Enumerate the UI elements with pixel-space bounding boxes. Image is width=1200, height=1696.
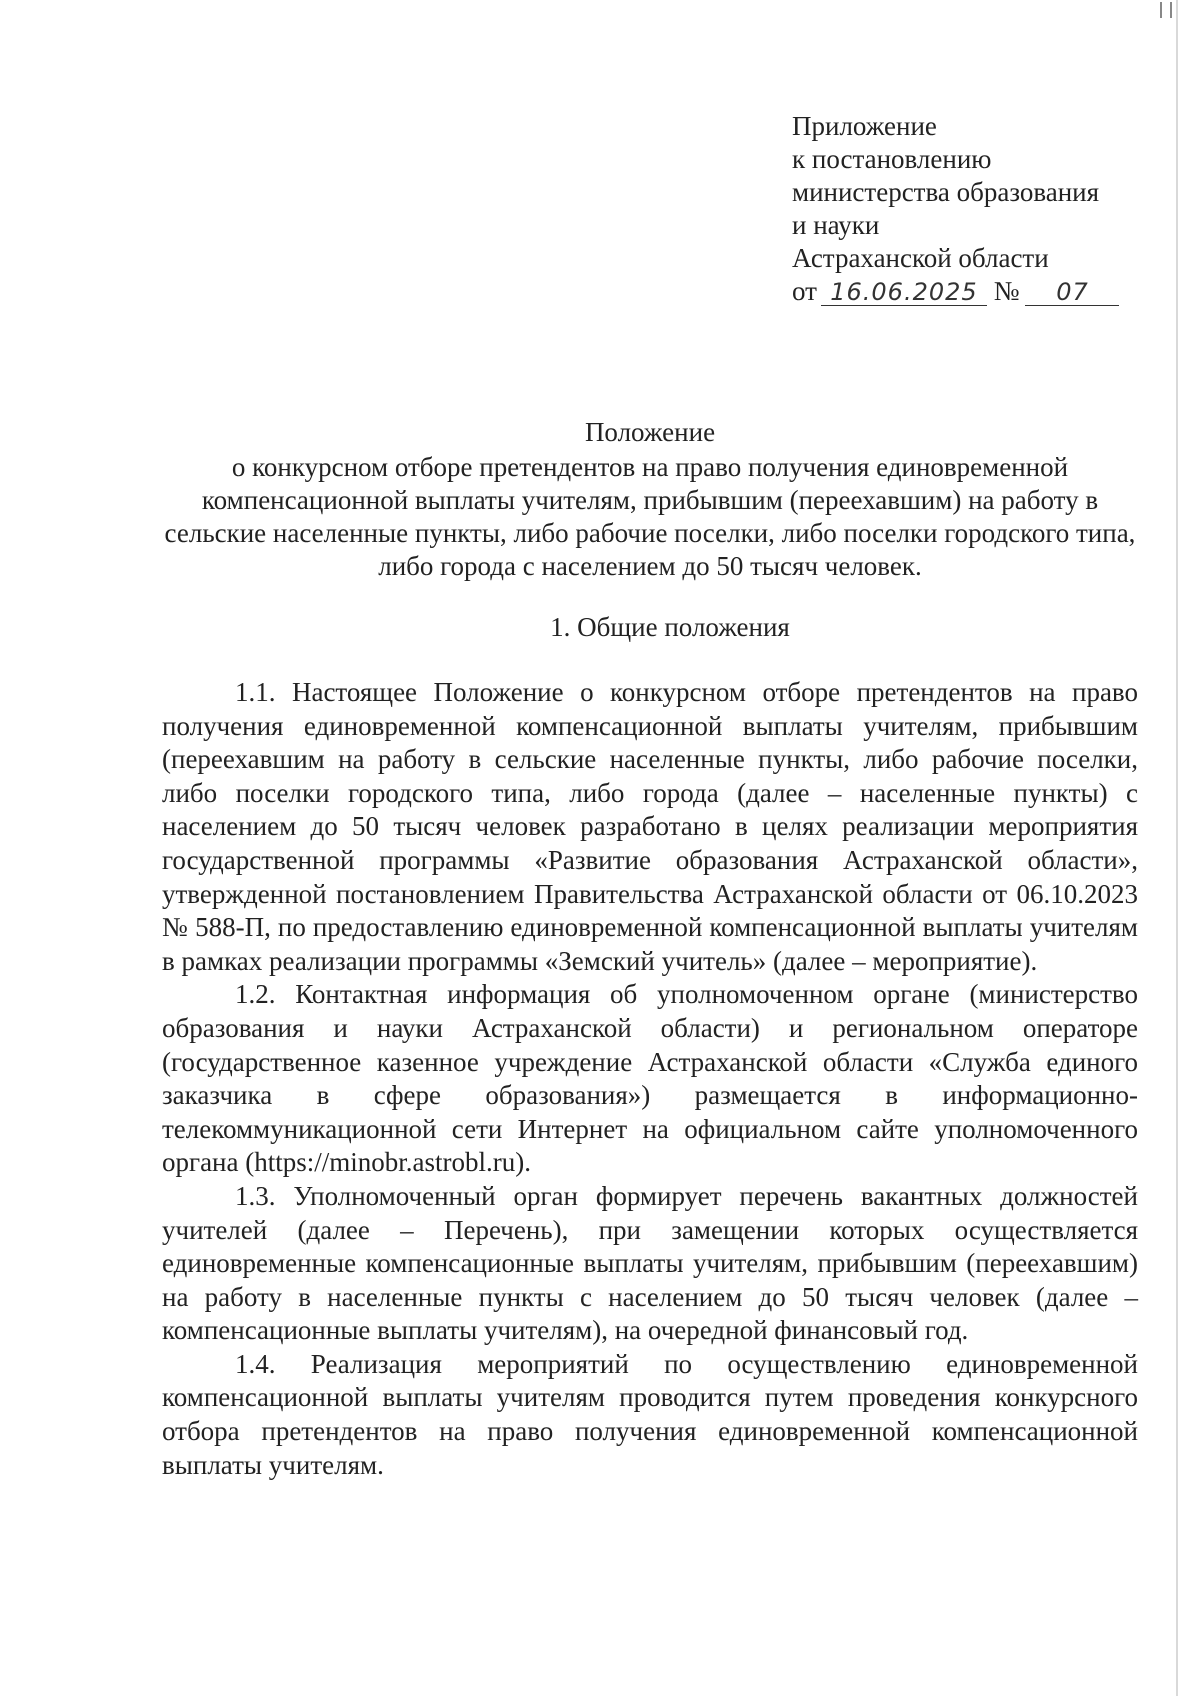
appendix-line: министерства образования (792, 177, 1100, 207)
date-prefix: от (792, 276, 817, 306)
paragraph-1-2: 1.2. Контактная информация об уполномоченном органе (министерство образования и науки Астраханской области) и региональном операторе (государственное казенное учреждение Астраханской области «Служба единого заказчика в сфере образования») размещается в информационно-телекоммуникационной сети Интернет на официальном сайте уполномоченного органа (https://minobr.astrobl.ru). (162, 979, 1138, 1178)
appendix-line: Астраханской области (792, 243, 1049, 273)
document-subtitle: о конкурсном отборе претендентов на право получения единовременной компенсационной выплаты учителям, прибывшим (переехавшим) на работу в сельские населенные пункты, либо рабочие поселки, либо поселки городского типа, либо города с населением до 50 тысяч человек. (164, 452, 1136, 581)
appendix-line: Приложение (792, 111, 937, 141)
scan-edge-line (1176, 0, 1178, 1696)
appendix-line: к постановлению (792, 144, 992, 174)
section-body (162, 676, 1138, 1482)
handwritten-date: 16.06.2025 (821, 279, 987, 306)
appendix-date-line (792, 275, 1119, 308)
paragraph-1-1: 1.1. Настоящее Положение о конкурсном отборе претендентов на право получения единовременной компенсационной выплаты учителям, прибывшим (переехавшим на работу в сельские населенные пункты, либо рабочие поселки, либо поселки городского типа, либо города (далее – населенные пункты) с населением до 50 тысяч человек разработано в целях реализации мероприятия государственной программы «Развитие образования Астраханской области», утвержденной постановлением Правительства Астраханской области от 06.10.2023 № 588-П, по предоставлению единовременной компенсационной выплаты учителям в рамках реализации программы «Земский учитель» (далее – мероприятие). (162, 677, 1138, 976)
paragraph-1-3: 1.3. Уполномоченный орган формирует перечень вакантных должностей учителей (далее – Перечень), при замещении которых осуществляется единовременные компенсационные выплаты учителям, прибывшим (переехавшим) на работу в населенные пункты с населением до 50 тысяч человек (далее – компенсационные выплаты учителям), на очередной финансовый год. (162, 1180, 1138, 1346)
scan-mark (1170, 2, 1172, 18)
handwritten-number: 07 (1025, 279, 1119, 306)
document-title: Положение (584, 417, 716, 447)
number-sign: № (993, 276, 1020, 306)
scan-mark (1160, 2, 1162, 18)
section-heading: 1. Общие положения (550, 612, 790, 642)
appendix-line: и науки (792, 210, 880, 240)
appendix-block (792, 110, 1119, 308)
paragraph-1-4: 1.4. Реализация мероприятий по осуществлению единовременной компенсационной выплаты учителям проводится путем проведения конкурсного отбора претендентов на право получения единовременной компенсационной выплаты учителям. (162, 1348, 1138, 1480)
